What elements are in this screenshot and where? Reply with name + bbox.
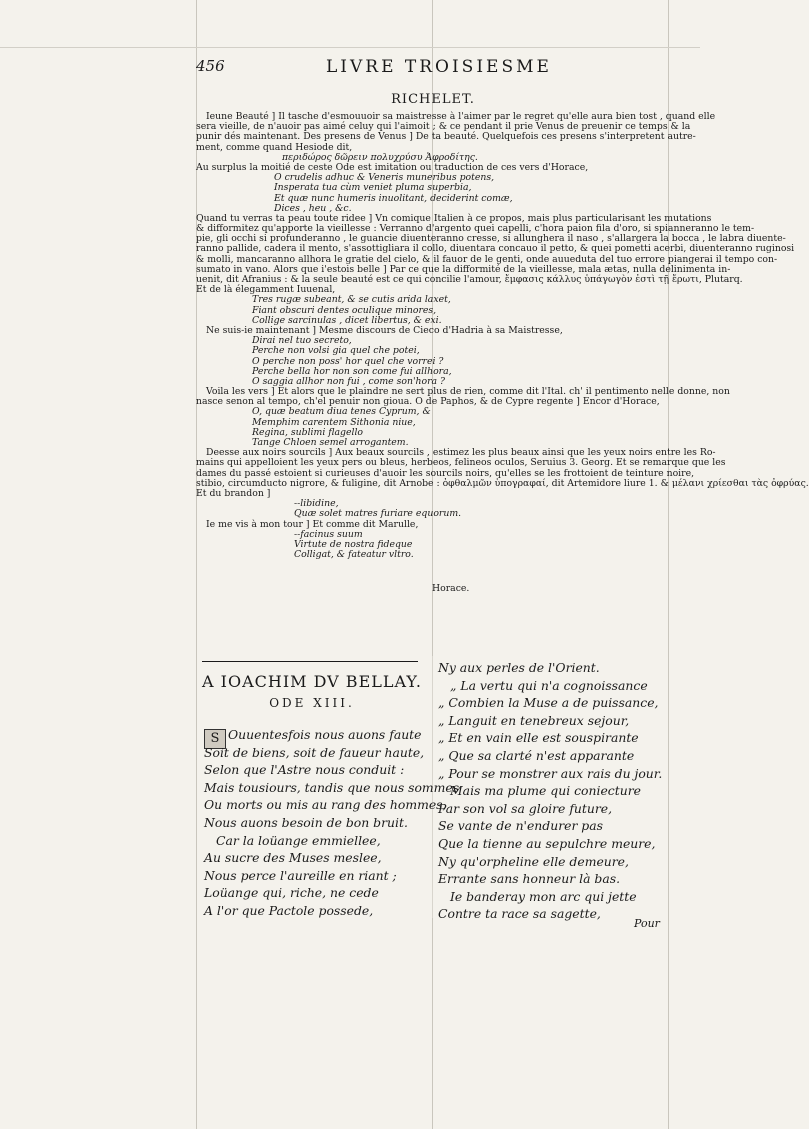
- commentary-line: Ne suis-ie maintenant ] Mesme discours de Cieco d'Hadria à sa Maistresse,: [206, 324, 563, 336]
- ode-left-column: [204, 726, 460, 920]
- verse-text: „ La vertu qui n'a cognoissance: [450, 677, 648, 693]
- commentary-line: --libidine,: [294, 498, 339, 510]
- verse-text: Errante sans honneur là bas.: [438, 871, 621, 887]
- commentary-line: Fiant obscuri dentes oculique minores,: [252, 304, 437, 316]
- verse-text: „ Combien la Muse a de puissance,: [438, 695, 659, 711]
- verse-line: [438, 659, 670, 677]
- verse-line: [204, 796, 447, 814]
- commentary-line: Insperata tua cùm veniet pluma superbia,: [274, 182, 472, 194]
- commentary-line: sera vieille, de n'auoir pas aimé celuy qui l'aimoit ; & ce pendant il prie Venus de preuenir ce temps & la: [196, 121, 691, 133]
- commentary-line: περιδώρος δῶρειν πολυχρύσυ Ἀφροδίτης.: [282, 151, 478, 163]
- verse-line: [204, 832, 430, 850]
- verse-line: [438, 870, 670, 888]
- verse-text: Ny aux perles de l'Orient.: [438, 660, 600, 675]
- commentary-line: O, quæ beatum diua tenes Cyprum, &: [252, 406, 431, 418]
- verse-text: Car la loüange emmiellee,: [216, 832, 381, 848]
- horace-note: Horace.: [432, 583, 470, 594]
- verse-line: [204, 902, 430, 920]
- commentary-line: Perche bella hor non son come fui allhora,: [252, 365, 452, 377]
- verse-text: „ Pour se monstrer aux rais du jour.: [438, 765, 663, 781]
- commentary-line: O perche non poss' hor quel che vorrei ?: [252, 355, 444, 367]
- drop-cap: S: [204, 729, 226, 749]
- commentary-line: Quæ solet matres furiare equorum.: [294, 508, 462, 520]
- commentary-line: O crudelis adhuc & Veneris muneribus potens,: [274, 172, 495, 184]
- verse-text: „ Languit en tenebreux sejour,: [438, 712, 630, 728]
- verse-line: [204, 761, 430, 779]
- verse-line: [438, 782, 670, 800]
- catchword: Pour: [634, 917, 660, 930]
- commentary-line: Et du brandon ]: [196, 487, 271, 499]
- commentary-line: Regina, sublimi flagello: [252, 426, 364, 438]
- verse-text: Soit de biens, soit de faueur haute,: [204, 744, 425, 760]
- commentary-line: Quand tu verras ta peau toute ridee ] Vn comique Italien à ce propos, mais plus particularisant les mutations: [196, 212, 712, 224]
- verse-line: [204, 884, 430, 902]
- commentary-line: Dirai nel tuo secreto,: [252, 335, 352, 347]
- commentary-line: uenit, dit Afranius : & la seule beauté est ce qui concilie l'amour, ἔμφασις κάλλυς ὑπάγωγὸν ἐστὶ τῇ ἔρωτι, Plutarq.: [196, 274, 743, 285]
- verse-line: [204, 726, 430, 744]
- verse-line: [438, 888, 670, 906]
- verse-text: A l'or que Pactole possede,: [204, 902, 374, 918]
- commentary-line: Collige sarcinulas , dicet libertus, & exi.: [252, 314, 442, 326]
- commentary-line: nasce senon al tempo, ch'el penuir non gioua. O de Paphos, & de Cypre regente ] Encor d'Horace,: [196, 396, 660, 408]
- verse-line: [438, 712, 670, 730]
- verse-text: Mais tousiours, tandis que nous sommes: [204, 779, 460, 795]
- verse-line: [438, 765, 670, 783]
- verse-line: [438, 677, 670, 695]
- verse-line: [204, 779, 460, 797]
- commentary-line: & molli, mancaranno allhora le gratie del cielo, & il fauor de le genti, onde auueduta del tuo errore piangerai il tempo con-: [196, 253, 778, 265]
- verse-line: [438, 817, 670, 835]
- commentary-line: --facinus suum: [294, 528, 363, 540]
- verse-text: Ouuentesfois nous auons faute: [228, 727, 422, 742]
- verse-line: [438, 729, 670, 747]
- verse-line: [204, 744, 430, 762]
- verse-line: [204, 814, 430, 832]
- commentary-line: O saggia allhor non fui , come son'hora ?: [252, 375, 446, 387]
- page-header: [196, 57, 670, 79]
- commentary-line: Et quæ nunc humeris inuolitant, deciderint comæ,: [274, 192, 513, 204]
- verse-text: Selon que l'Astre nous conduit :: [204, 762, 405, 778]
- commentary-line: Colligat, & fateatur vltro.: [294, 549, 414, 561]
- ode-dedication: A IOACHIM DV BELLAY.: [202, 672, 422, 691]
- verse-text: Loüange qui, riche, ne cede: [204, 885, 379, 901]
- commentary-line: punir dés maintenant. Des presens de Venus ] De ta beauté. Quelquefois ces presens s'interpretent autre-: [196, 131, 696, 143]
- commentary-line: Tange Chloen semel arrogantem.: [252, 437, 409, 448]
- commentary-line: Au surplus la moitié de ceste Ode est imitation ou traduction de ces vers d'Horace,: [196, 161, 589, 173]
- verse-line: [204, 849, 430, 867]
- ode-right-column: [438, 659, 670, 923]
- commentary-line: Dices , heu , &c.: [274, 202, 352, 214]
- book-page: [196, 0, 809, 1129]
- verse-text: Mais ma plume qui coniecture: [450, 783, 641, 799]
- ode-number: ODE XIII.: [269, 696, 355, 710]
- commentary-line: stibio, circumducto nigrore, & fuligine, dit Arnobe : ὀφθαλμῶν ὑπογραφαί, dit Artemidore liure 1. & μέλανι χρίεσθαι τὰς ὀφρύας.: [196, 477, 809, 489]
- commentary-line: Voila les vers ] Et alors que le plaindre ne sert plus de rien, comme dit l'Ital. ch' il pentimento nelle donne, non: [206, 386, 730, 398]
- verse-text: „ Que sa clarté n'est apparante: [438, 747, 635, 763]
- verse-text: Se vante de n'endurer pas: [438, 818, 603, 834]
- verse-text: Au sucre des Muses meslee,: [204, 850, 382, 866]
- commentary-line: ranno pallide, cadera il mento, s'assottigliara il collo, diuentara concauo il petto, & quei pometti acerbi, diuenteranno ruginosi: [196, 243, 795, 255]
- commentary-line: Ie me vis à mon tour ] Et comme dit Marulle,: [206, 518, 419, 530]
- commentator-heading: RICHELET.: [391, 92, 475, 107]
- commentary-line: pie, gli occhi si profunderanno , le guancie diuenteranno cresse, si allunghera il naso , s'allargera la bocca , le labra diuente-: [196, 233, 786, 245]
- ode-rule: [202, 661, 418, 662]
- verse-text: Nous perce l'aureille en riant ;: [204, 867, 397, 883]
- commentary-line: Ieune Beauté ] Il tasche d'esmouuoir sa maistresse à l'aimer par le regret qu'elle aura bien tost , quand elle: [206, 111, 716, 122]
- commentary-line: Deesse aux noirs sourcils ] Aux beaux sourcils , estimez les plus beaux ainsi que les yeux noirs entre les Ro-: [206, 447, 716, 459]
- commentary-block: [196, 111, 809, 561]
- verse-text: „ Et en vain elle est souspirante: [438, 730, 639, 746]
- verse-text: Contre ta race sa sagette,: [438, 906, 601, 922]
- page-number: 456: [196, 57, 225, 75]
- verse-line: [204, 867, 430, 885]
- verse-text: Ny qu'orpheline elle demeure,: [438, 853, 629, 869]
- verse-text: Ou morts ou mis au rang des hommes,: [204, 797, 447, 813]
- commentary-line: Et de là élegamment Iuuenal,: [196, 284, 336, 296]
- verse-line: [438, 694, 670, 712]
- commentary-line: ment, comme quand Hesiode dit,: [196, 141, 353, 153]
- commentary-line: & difformitez qu'apporte la vieillesse : Verranno d'argento quei capelli, c'hora paion fila d'oro, si spianneranno le tem-: [196, 223, 755, 235]
- verse-line: [438, 747, 670, 765]
- verse-line: [438, 853, 670, 871]
- verse-text: Par son vol sa gloire future,: [438, 800, 613, 816]
- commentary-line: sumato in vano. Alors que i'estois belle ] Par ce que la difformité de la vieillesse, mala ætas, nulla delinimenta in-: [196, 263, 731, 275]
- commentary-line: dames du passé estoient si curieuses d'auoir les sourcils noirs, qu'elles se les frottoient de teinture noire,: [196, 467, 695, 479]
- verse-text: Que la tienne au sepulchre meure,: [438, 835, 656, 851]
- verse-text: Nous auons besoin de bon bruit.: [204, 814, 408, 830]
- verse-text: Ie banderay mon arc qui jette: [450, 888, 637, 904]
- commentary-line: mains qui appelloient les yeux pers ou bleus, herbeos, felineos oculos, Seruius 3. Georg. Et se remarque que les: [196, 457, 726, 469]
- running-title: LIVRE TROISIESME: [326, 57, 552, 77]
- verse-line: [438, 800, 670, 818]
- commentary-line: Virtute de nostra fideque: [294, 538, 413, 550]
- commentary-line: Tres rugæ subeant, & se cutis arida laxet,: [252, 294, 451, 306]
- verse-line: [438, 835, 670, 853]
- commentary-line: Perche non volsi gia quel che potei,: [252, 345, 420, 357]
- commentary-line: Memphim carentem Sithonia niue,: [252, 416, 416, 428]
